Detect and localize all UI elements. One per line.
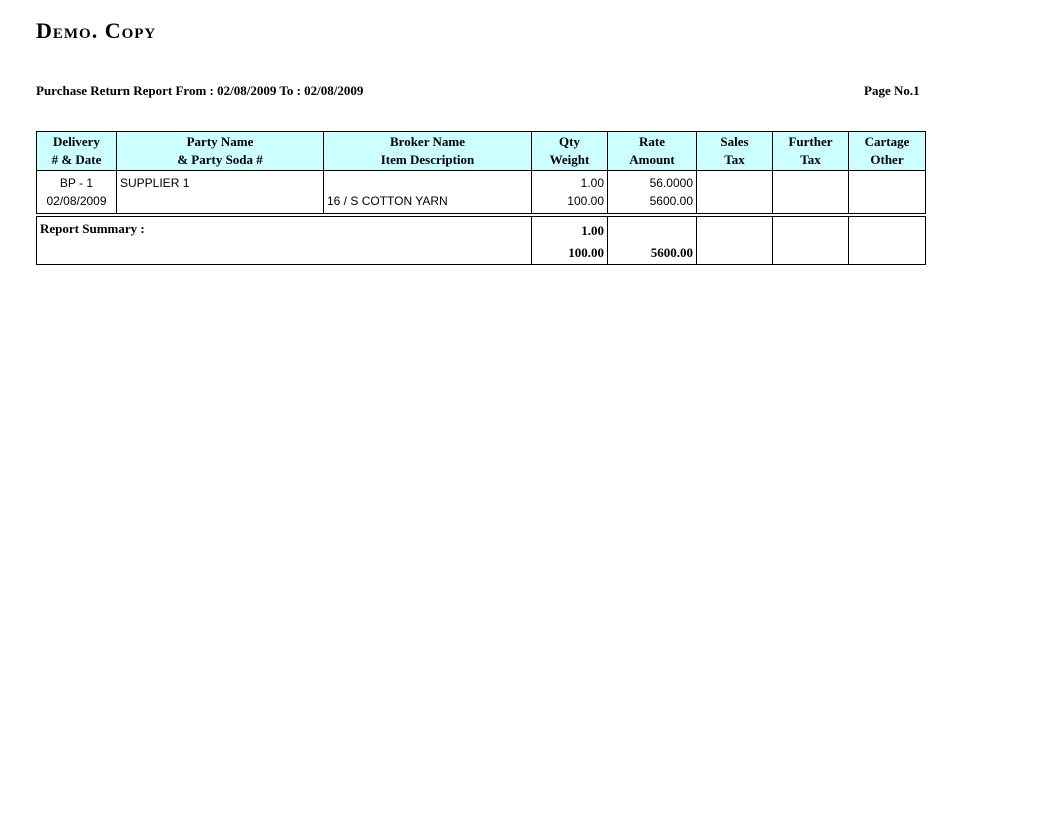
- col-header-further-tax: Further Tax: [773, 132, 849, 171]
- col-header-broker: Broker Name Item Description: [324, 132, 532, 171]
- cell-party: SUPPLIER 1: [117, 171, 324, 214]
- cell-rate: 56.0000 5600.00: [608, 171, 697, 214]
- summary-cartage: [849, 217, 926, 265]
- cell-further-tax: [773, 171, 849, 214]
- col-header-qty: Qty Weight: [532, 132, 608, 171]
- cell-qty: 1.00 100.00: [532, 171, 608, 214]
- summary-sales-tax: [697, 217, 773, 265]
- col-header-cartage: Cartage Other: [849, 132, 926, 171]
- purchase-return-table: [36, 131, 926, 214]
- table-header-row: [37, 132, 926, 171]
- cell-sales-tax: [697, 171, 773, 214]
- cell-delivery: BP - 1 02/08/2009: [37, 171, 117, 214]
- summary-label: Report Summary :: [37, 217, 532, 265]
- summary-further-tax: [773, 217, 849, 265]
- cell-cartage: [849, 171, 926, 214]
- report-summary-table: [36, 216, 926, 265]
- summary-amount: 5600.00: [608, 217, 697, 265]
- col-header-rate: Rate Amount: [608, 132, 697, 171]
- col-header-sales-tax: Sales Tax: [697, 132, 773, 171]
- summary-qty-weight: 1.00 100.00: [532, 217, 608, 265]
- demo-copy-heading: Demo. Copy: [36, 18, 157, 43]
- table-row: [37, 171, 926, 214]
- cell-broker: 16 / S COTTON YARN: [324, 171, 532, 214]
- summary-row: [37, 217, 926, 265]
- report-title: Purchase Return Report From : 02/08/2009 To : 02/08/2009: [36, 83, 364, 98]
- col-header-party: Party Name & Party Soda #: [117, 132, 324, 171]
- page-number: Page No.1: [864, 83, 920, 98]
- col-header-delivery: Delivery # & Date: [37, 132, 117, 171]
